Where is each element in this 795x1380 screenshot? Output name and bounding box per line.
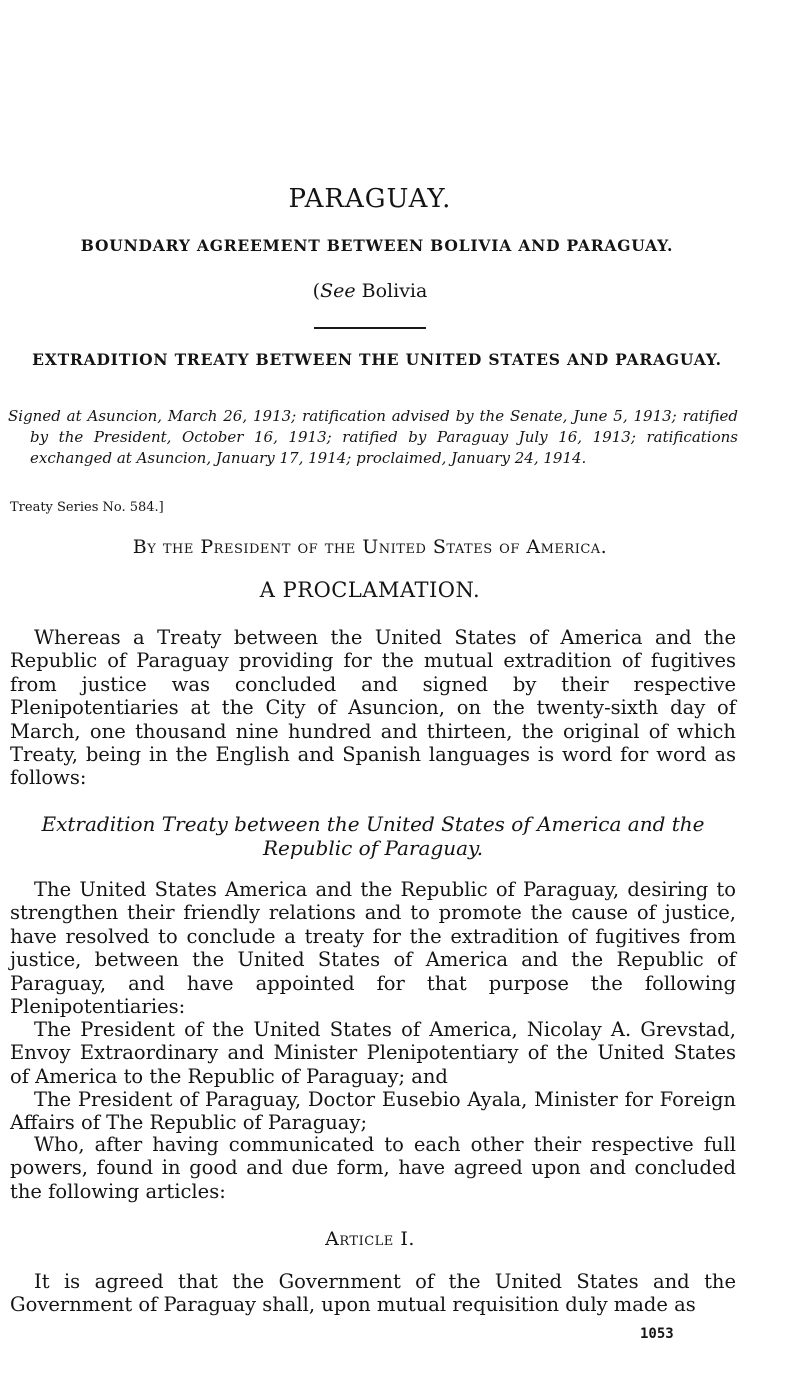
whereas-paragraph: Whereas a Treaty between the United States of America and the Republic of Paraguay providing for the mutual extradition of fugitives from justice was concluded and signed by their respective Plenipotentiaries at the City of Asuncion, on the twenty-sixth day of March, one thousand nine hundred and thirteen, the original of which Treaty, being in the English and Spanish languages is word for word as follows: bbox=[10, 626, 736, 790]
page-number: 1053 bbox=[640, 1326, 674, 1342]
full-powers-paragraph: Who, after having communicated to each other their respective full powers, found in good and due form, have agreed upon and concluded the following articles: bbox=[10, 1133, 736, 1203]
signing-note: Signed at Asuncion, March 26, 1913; ratification advised by the Senate, June 5, 1913; ratified by the President, October 16, 1913; ratified by Paraguay July 16, 1913; ratifications exchanged at Asuncion, January 17, 1914; proclaimed, January 24, 1914. bbox=[8, 407, 738, 467]
see-word: See bbox=[320, 280, 356, 302]
country-heading: PARAGUAY. bbox=[288, 184, 452, 214]
boundary-agreement-heading: BOUNDARY AGREEMENT BETWEEN BOLIVIA AND PARAGUAY. bbox=[80, 236, 674, 255]
article-one-paragraph: It is agreed that the Government of the United States and the Government of Paraguay shall, upon mutual requisition duly made as bbox=[10, 1270, 736, 1317]
see-target: Bolivia bbox=[355, 280, 428, 302]
treaty-series-number: Treaty Series No. 584.] bbox=[10, 500, 164, 515]
treaty-text-title: Extradition Treaty between the United States of America and the Republic of Paraguay. bbox=[41, 812, 705, 860]
us-plenipotentiary-paragraph: The President of the United States of America, Nicolay A. Grevstad, Envoy Extraordinary and Minister Plenipotentiary of the United States of America to the Republic of Paraguay; and bbox=[10, 1018, 736, 1088]
article-heading: Article I. bbox=[325, 1228, 415, 1250]
section-divider bbox=[314, 327, 426, 329]
preamble-paragraph: The United States America and the Republic of Paraguay, desiring to strengthen their friendly relations and to promote the cause of justice, have resolved to conclude a treaty for the extradition of fugitives from justice, between the United States of America and the Republic of Paraguay, and have appointed for that purpose the following Plenipotentiaries: bbox=[10, 878, 736, 1019]
proclamation-by-line: By the President of the United States of America. bbox=[132, 536, 608, 558]
paraguay-plenipotentiary-paragraph: The President of Paraguay, Doctor Eusebio Ayala, Minister for Foreign Affairs of The Republic of Paraguay; bbox=[10, 1088, 736, 1135]
see-reference bbox=[0, 280, 740, 302]
proclamation-heading: A PROCLAMATION. bbox=[259, 578, 481, 602]
see-open-paren: ( bbox=[312, 280, 321, 302]
extradition-treaty-heading: EXTRADITION TREATY BETWEEN THE UNITED STATES AND PARAGUAY. bbox=[32, 350, 722, 369]
